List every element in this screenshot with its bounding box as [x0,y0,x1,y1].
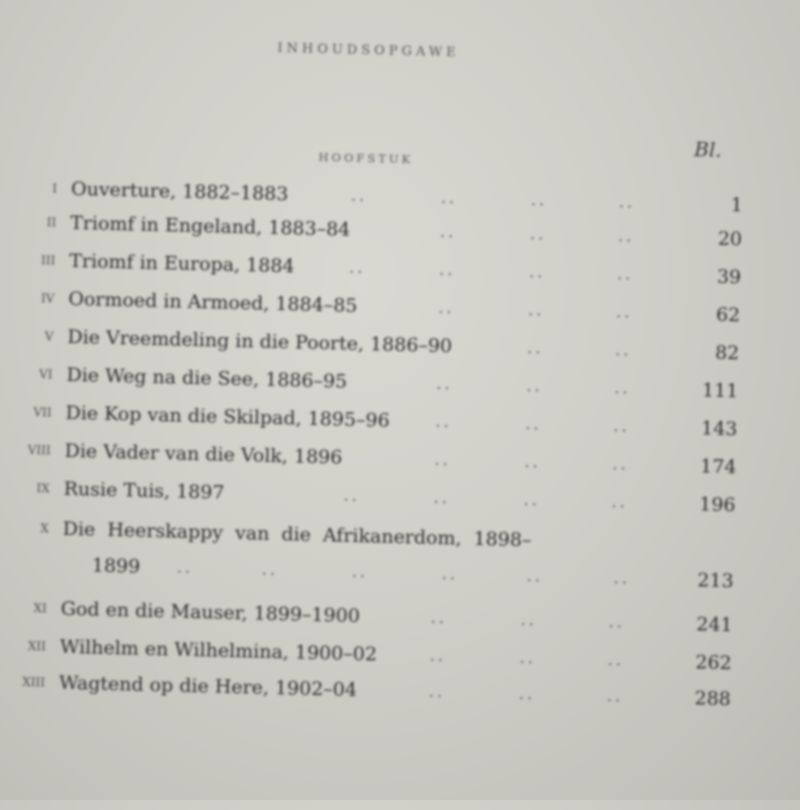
leader-dots: .. [611,492,628,512]
leader-dots: .. [612,454,629,474]
leader-dots: .. [433,487,451,508]
toc-heading: INHOUDSOPGAWE [277,40,460,61]
chapter-page-number: 174 [699,455,737,479]
leader-dots: .. [438,297,455,318]
chapter-number: IX [36,481,50,496]
chapter-title: Wagtend op die Here, 1902–04 [58,671,358,702]
leader-dots: .. [441,564,459,584]
chapter-number: II [46,215,57,230]
chapter-number: X [40,521,49,536]
chapter-page-number: 39 [716,265,742,289]
leader-dots: .. [617,226,635,246]
leader-dots: .. [526,566,544,586]
chapter-number: XI [33,601,47,616]
chapter-title: Wilhelm en Wilhelmina, 1900–02 [59,635,378,666]
leader-dots: .. [436,373,453,394]
leader-dots: .. [176,557,194,577]
leader-dots: .. [524,452,541,472]
leader-dots: .. [527,338,544,358]
chapter-number: VIII [27,442,51,458]
leader-dots: .. [530,190,548,210]
chapter-number: XII [27,638,47,654]
leader-dots: .. [616,264,634,284]
leader-dots: .. [614,378,631,398]
leader-dots: .. [429,645,447,666]
leader-dots: .. [434,449,451,470]
leader-dots: .. [613,416,630,436]
leader-dots: .. [526,376,543,396]
chapter-title: Oormoed in Armoed, 1884–85 [68,287,358,317]
leader-dots: .. [529,224,547,244]
chapter-title: Ouverture, 1882–1883 [70,177,289,206]
leader-dots: .. [607,650,625,670]
leader-dots: .. [440,187,458,208]
chapter-page-number: 213 [697,569,734,593]
chapter-number: III [40,253,56,268]
leader-dots: .. [525,414,542,434]
chapter-title: Die Kop van die Skilpad, 1895–96 [65,401,390,432]
chapter-page-number: 288 [694,687,732,711]
page-column-label: Bl. [693,137,722,162]
leader-dots: .. [518,683,536,704]
chapter-number: XIII [22,674,46,690]
leader-dots: .. [435,411,452,432]
leader-dots: .. [523,490,541,510]
leader-dots: .. [615,302,633,322]
leader-dots: .. [528,300,545,320]
chapter-page-number: 143 [700,417,738,441]
chapter-number: V [44,329,54,344]
leader-dots: .. [608,612,626,632]
leader-dots: .. [613,568,631,588]
chapter-number: VII [33,405,52,420]
leader-dots: .. [351,561,369,582]
chapter-title: Die Vreemdeling in die Poorte, 1886–90 [67,325,453,358]
leader-dots: .. [348,257,366,278]
chapter-page-number: 196 [699,493,736,517]
chapter-page-number: 1 [730,194,744,217]
leader-dots: .. [430,607,448,628]
leader-dots: .. [350,185,368,206]
chapter-title: Triomf in Europa, 1884 [69,249,295,278]
chapter-page-number: 62 [715,303,741,327]
leader-dots: .. [438,259,456,280]
leader-dots: .. [261,559,279,580]
leader-dots: .. [519,648,537,668]
leader-dots: .. [520,610,538,630]
leader-dots: .. [606,686,624,706]
leader-dots: .. [428,681,446,702]
chapter-title: Die Heerskappy van die Afrikanerdom, 1898– [62,517,532,552]
leader-dots: .. [439,221,457,242]
chapter-title: Triomf in Engeland, 1883–84 [69,211,351,241]
chapter-page-number: 241 [696,613,733,637]
chapter-title: God en die Mauser, 1899–1900 [60,597,361,628]
chapter-page-number: 20 [717,227,743,251]
leader-dots: .. [615,340,632,360]
chapter-title-continuation: 1899 [91,554,141,578]
chapter-title: Die Weg na die See, 1886–95 [66,363,348,393]
leader-dots: .. [343,485,361,506]
chapter-column-label: HOOFSTUK [318,149,414,167]
chapter-title: Rusie Tuis, 1897 [63,477,225,504]
chapter-number: IV [40,291,55,306]
chapter-number: VI [38,367,53,382]
leader-dots: .. [618,192,636,212]
chapter-title: Die Vader van die Volk, 1896 [64,439,343,469]
chapter-page-number: 111 [701,379,739,403]
chapter-number: I [52,181,58,196]
chapter-page-number: 82 [714,341,740,365]
leader-dots: .. [528,262,546,282]
chapter-page-number: 262 [695,651,732,675]
